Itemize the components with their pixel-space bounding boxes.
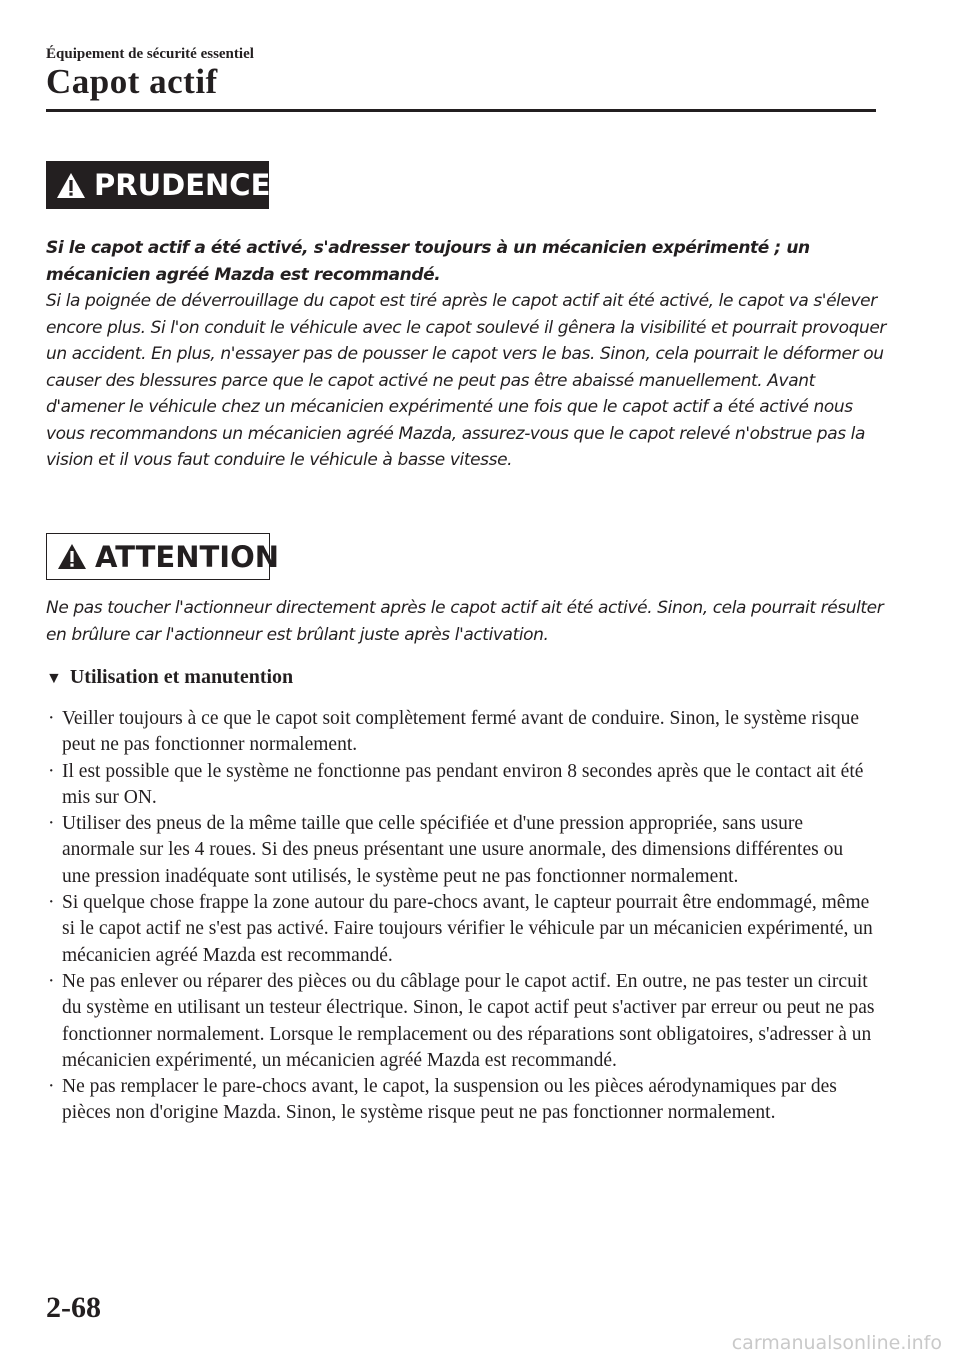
bullet-icon: ·: [48, 813, 55, 835]
attention-label: [46, 533, 279, 580]
list-item: [46, 811, 876, 890]
list-item: [46, 759, 876, 812]
list-item-text: Il est possible que le système ne fonctionne pas pendant environ 8 secondes après que le contact ait été mis sur ON.: [62, 760, 864, 808]
bullet-icon: ·: [48, 1076, 55, 1098]
list-item-text: Veiller toujours à ce que le capot soit complètement fermé avant de conduire. Sinon, le système risque peut ne pas fonctionner normalement.: [62, 708, 860, 756]
caution-text: Si la poignée de déverrouillage du capot est tiré après le capot actif ait été activé, le capot va s'élever encore plus. Si l'on conduit le véhicule avec le capot soulevé il gênera la visibilité et pourrait provoquer un accident. En plus, n'essayer pas de pousser le capot vers le bas. Sinon, cela pourrait le déformer ou causer des blessures parce que le capot activé ne peut pas être abaissé manuellement. Avant d'amener le véhicule chez un mécanicien expérimenté une fois que le capot actif a été activé nous vous recommandons un mécanicien agréé Mazda, assurez-vous que le capot relevé n'obstrue pas la vision et il vous faut conduire le véhicule à basse vitesse.: [46, 291, 886, 470]
bullet-icon: ·: [48, 970, 55, 992]
warning-triangle-icon: [56, 172, 86, 199]
attention-label-text: ATTENTION: [95, 539, 279, 574]
section-title: Utilisation et manutention: [69, 666, 294, 688]
list-item-text: Si quelque chose frappe la zone autour du pare-chocs avant, le capteur pourrait être endommagé, même si le capot actif ne s'est pas activé. Faire toujours vérifier le véhicule par un mécanicien expérimenté, un mécanicien agréé Mazda est recommandé.: [62, 892, 873, 966]
warning-triangle-icon: [57, 543, 87, 570]
list-item: [46, 890, 876, 969]
caution-label-text: PRUDENCE: [94, 168, 271, 202]
list-item: [46, 706, 876, 759]
attention-text: Ne pas toucher l'actionneur directement après le capot actif ait été activé. Sinon, cela pourrait résulter en brûlure car l'actionneur est brûlant juste après l'activation.: [46, 598, 884, 645]
section-breadcrumb: Équipement de sécurité essentiel: [46, 46, 254, 62]
header-divider: [46, 109, 876, 112]
page-number: 2-68: [46, 1291, 101, 1324]
list-item: [46, 969, 876, 1074]
triangle-down-icon: ▼: [46, 670, 62, 687]
list-item: [46, 1074, 876, 1127]
bullet-icon: ·: [48, 892, 55, 914]
caution-label: [46, 161, 269, 209]
watermark: carmanualsonline.info: [731, 1332, 942, 1354]
caution-bold-text: Si le capot actif a été activé, s'adresser toujours à un mécanicien expérimenté ; un mécanicien agréé Mazda est recommandé.: [46, 238, 810, 285]
list-item-text: Ne pas remplacer le pare-chocs avant, le capot, la suspension ou les pièces aérodynamiques par des pièces non d'origine Mazda. Sinon, le système risque peut ne pas fonctionner normalement.: [62, 1076, 837, 1124]
caution-body: [46, 235, 886, 474]
bullet-icon: ·: [48, 708, 55, 729]
section-heading: [46, 666, 293, 689]
page-title: Capot actif: [46, 62, 218, 101]
list-item-text: Ne pas enlever ou réparer des pièces ou du câblage pour le capot actif. En outre, ne pas tester un circuit du système en utilisant un testeur électrique. Sinon, le capot actif peut s'activer par erreur ou peut ne pas fonctionner normalement. Lorsque le remplacement ou des réparations sont obligatoires, s'adresser à un mécanicien expérimenté, un mécanicien agréé Mazda est recommandé.: [62, 970, 875, 1071]
bullet-list: [46, 706, 876, 1127]
bullet-icon: ·: [48, 760, 55, 782]
list-item-text: Utiliser des pneus de la même taille que celle spécifiée et d'une pression appropriée, sans usure anormale sur les 4 roues. Si des pneus présentant une usure anormale, des dimensions différentes ou une pression inadéquate sont utilisés, le système peut ne pas fonctionner normalement.: [62, 813, 844, 887]
